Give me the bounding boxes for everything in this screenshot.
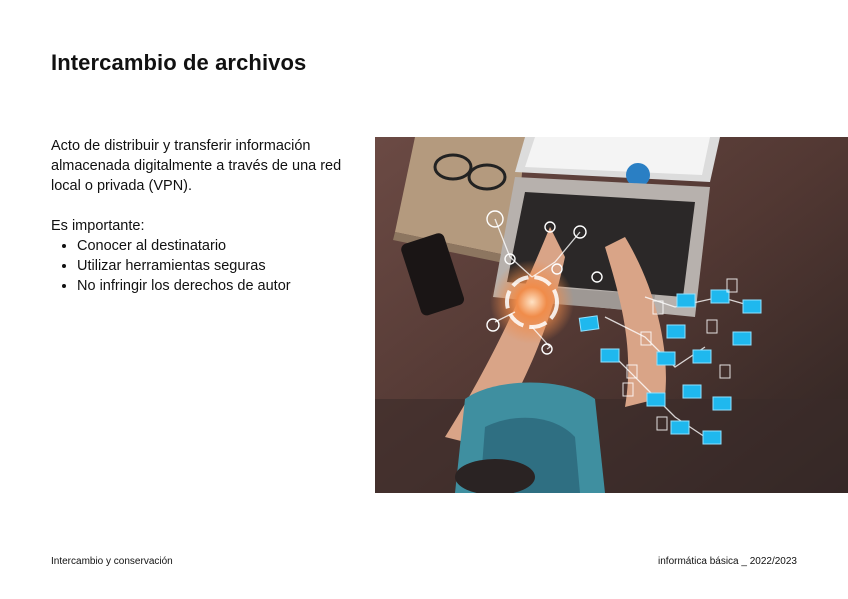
bullet-item: • No infringir los derechos de autor [77,276,361,296]
slide-title: Intercambio de archivos [51,50,307,75]
footer-course-year: informática básica _ 2022/2023 [658,556,797,567]
file-sharing-photo [375,137,848,493]
footer-course-topic: Intercambio y conservación [51,556,173,567]
bullet-item: • Conocer al destinatario [77,236,361,256]
subheading: Es importante: [51,218,145,234]
bullet-item: • Utilizar herramientas seguras [77,256,361,276]
slide-body [51,136,361,296]
person-shape [455,383,605,494]
photo-illustration [375,137,848,493]
bullet-list [51,236,361,296]
intro-paragraph: Acto de distribuir y transferir información almacenada digitalmente a través de una red local o privada (VPN). [51,138,342,194]
